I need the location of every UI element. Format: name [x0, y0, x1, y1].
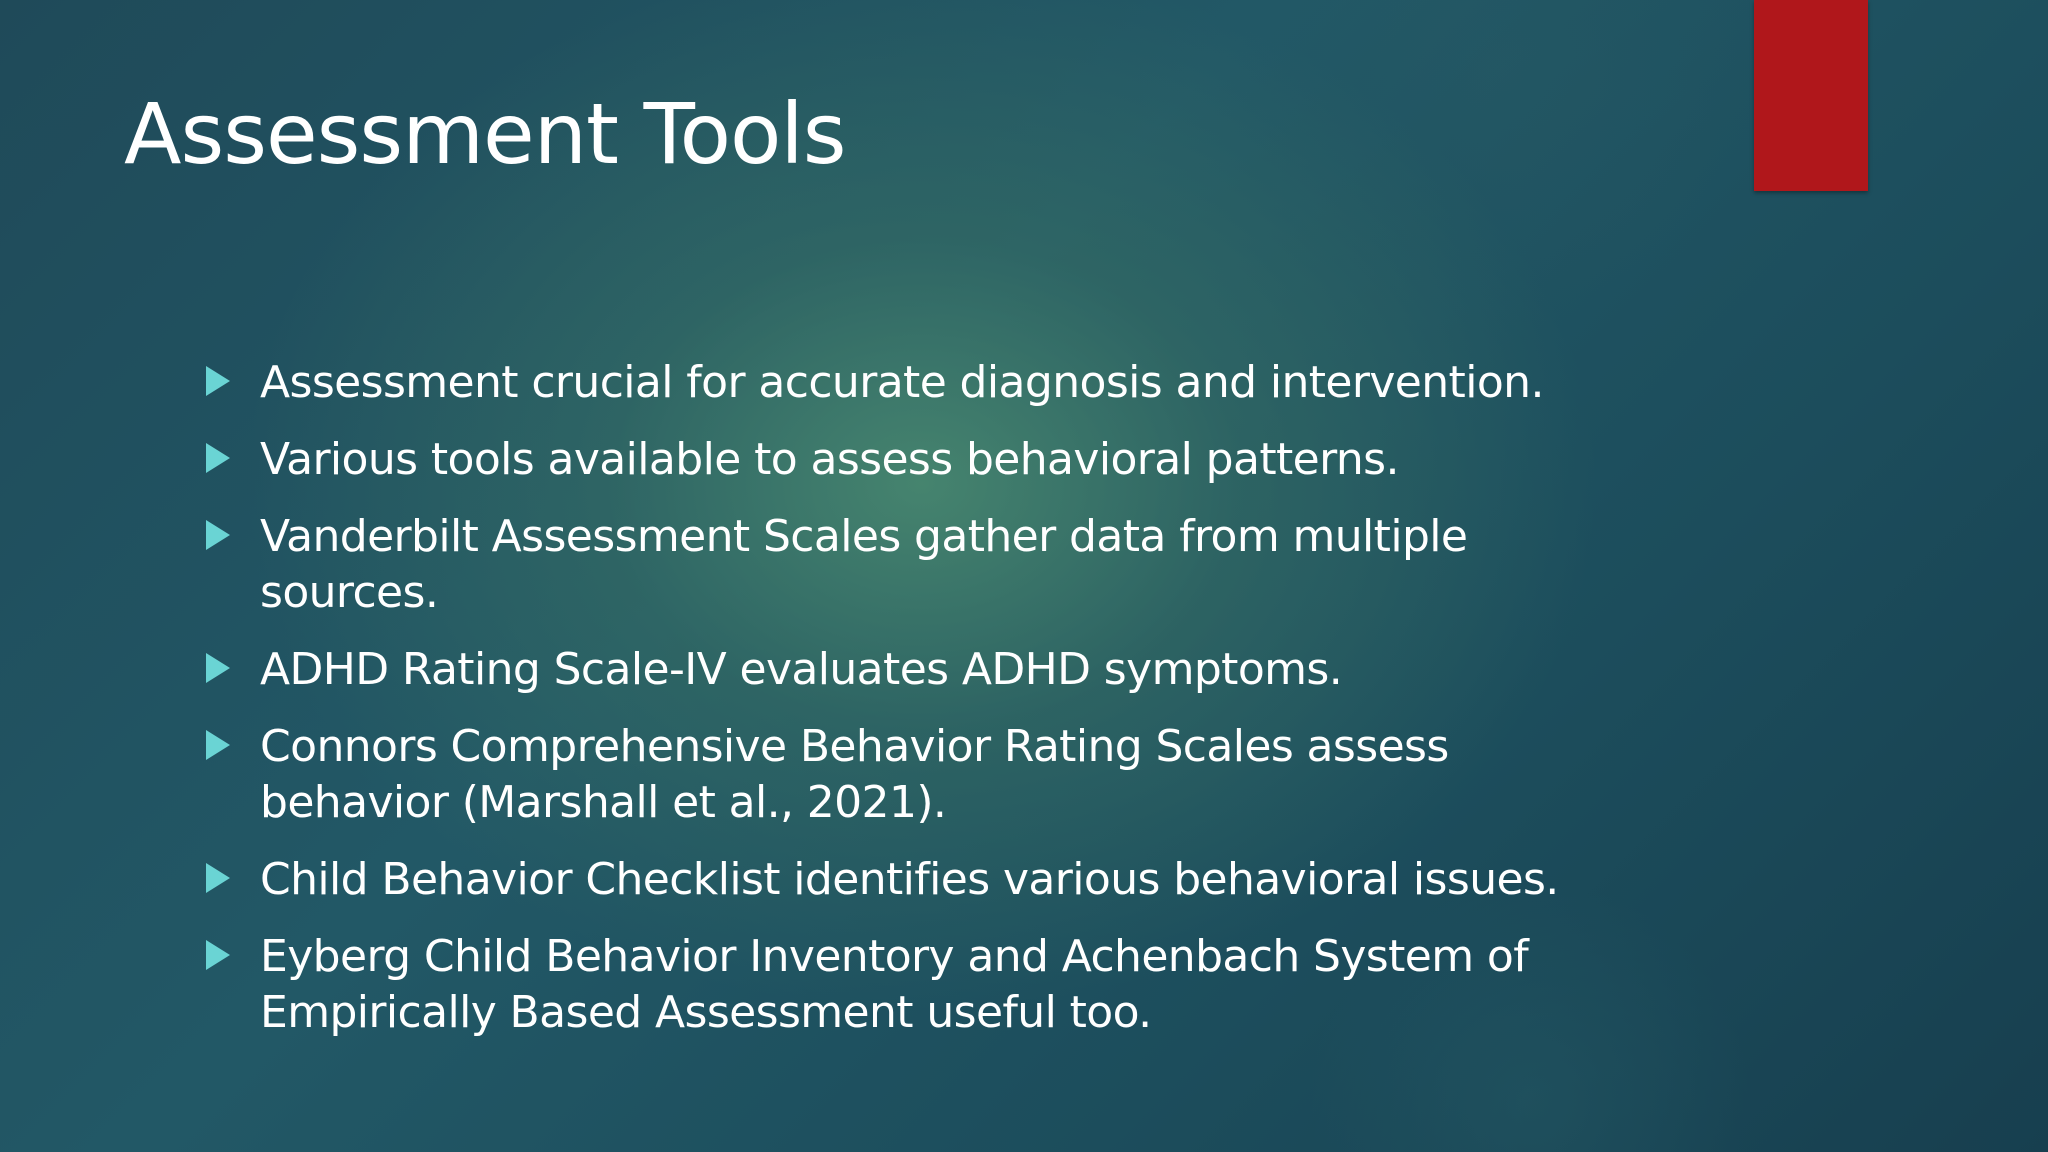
list-item — [200, 432, 1650, 488]
list-item — [200, 852, 1650, 908]
bullet-text: Assessment crucial for accurate diagnosis and intervention. — [260, 357, 1544, 408]
triangle-right-icon — [206, 653, 230, 683]
triangle-right-icon — [206, 940, 230, 970]
list-item — [200, 642, 1650, 698]
slide-title: Assessment Tools — [124, 85, 846, 183]
triangle-right-icon — [206, 520, 230, 550]
list-item — [200, 509, 1650, 621]
triangle-right-icon — [206, 443, 230, 473]
list-item — [200, 929, 1650, 1041]
bullet-list — [200, 355, 1650, 1062]
list-item — [200, 719, 1650, 831]
triangle-right-icon — [206, 863, 230, 893]
bullet-text: Eyberg Child Behavior Inventory and Achenbach System of Empirically Based Assessment useful too. — [260, 931, 1529, 1038]
bullet-text: Various tools available to assess behavioral patterns. — [260, 434, 1399, 485]
triangle-right-icon — [206, 366, 230, 396]
bullet-text: Child Behavior Checklist identifies various behavioral issues. — [260, 854, 1559, 905]
bullet-text: Connors Comprehensive Behavior Rating Scales assess behavior (Marshall et al., 2021). — [260, 721, 1449, 828]
bullet-text: ADHD Rating Scale-IV evaluates ADHD symptoms. — [260, 644, 1343, 695]
triangle-right-icon — [206, 730, 230, 760]
accent-bar — [1754, 0, 1868, 191]
bullet-text: Vanderbilt Assessment Scales gather data from multiple sources. — [260, 511, 1468, 618]
list-item — [200, 355, 1650, 411]
